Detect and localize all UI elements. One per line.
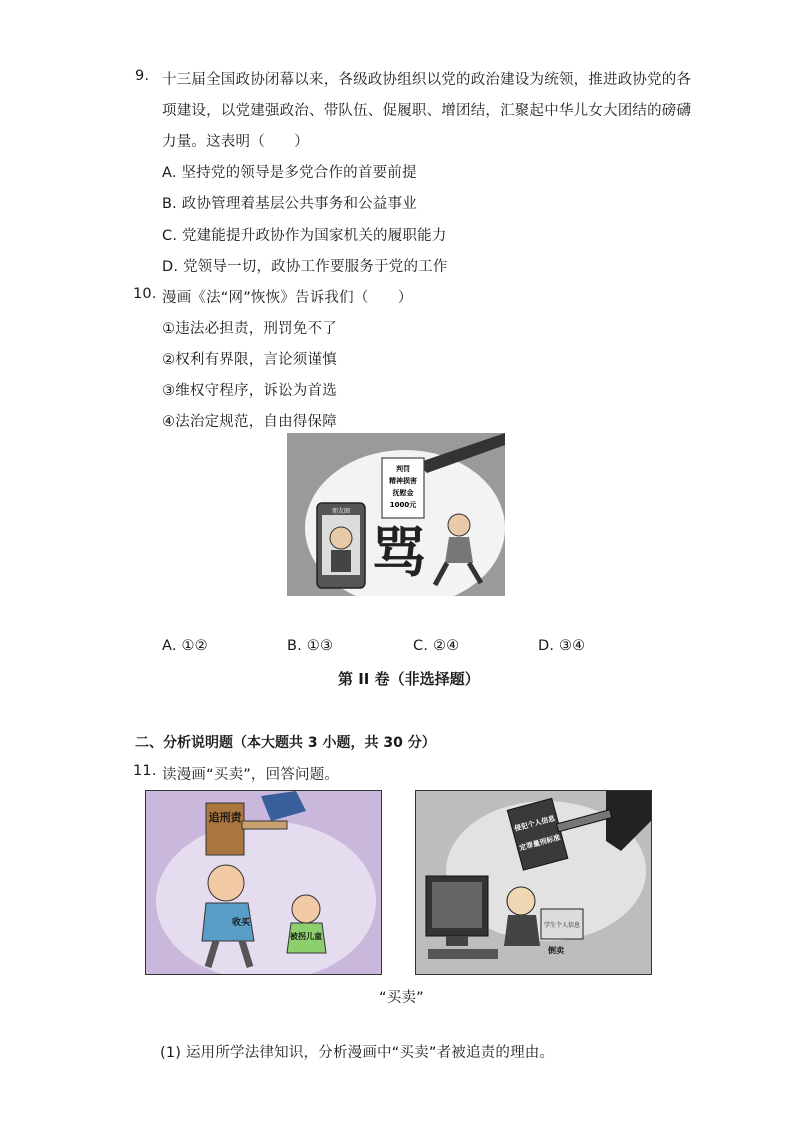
q11-number: 11. — [133, 763, 157, 779]
phone-label: 朋友圈 — [331, 508, 351, 515]
q9-stem-line1: 十三届全国政协闭幕以来，各级政协组织以党的政治建设为统领，推进政协党的各 — [162, 72, 692, 88]
verdict-line-4: 1000元 — [389, 501, 417, 509]
section-title: 第 II 卷（非选择题） — [338, 670, 480, 688]
q10-statement-1: ①违法必担责，刑罚免不了 — [162, 321, 337, 337]
verdict-line-2: 精神损害 — [389, 477, 417, 485]
section2-heading: 二、分析说明题（本大题共 3 小题，共 30 分） — [135, 735, 436, 751]
q9-option-b: B. 政协管理着基层公共事务和公益事业 — [162, 196, 417, 212]
q11-stem: 读漫画“买卖”，回答问题。 — [162, 767, 340, 783]
curse-character: 骂 — [372, 521, 426, 584]
right-hammer-label-1: 侵犯个人信息 — [513, 814, 557, 833]
q11-cartoon-left — [145, 790, 382, 975]
q9-option-d: D. 党领导一切，政协工作要服务于党的工作 — [162, 259, 448, 275]
left-child-label: 被拐儿童 — [290, 932, 322, 941]
q9-stem-line2: 项建设，以党建强政治、带队伍、促履职、增团结，汇聚起中华儿女大团结的磅礴 — [162, 103, 692, 119]
q11-caption: “买卖” — [379, 990, 424, 1006]
q10-choice-a: A. ①② — [162, 638, 208, 654]
right-seller-label: 倒卖 — [548, 946, 564, 955]
left-buyer-label: 收买 — [231, 918, 251, 928]
q10-statement-2: ②权利有界限，言论须谨慎 — [162, 352, 337, 368]
q9-stem-line3: 力量。这表明（ ） — [162, 134, 309, 150]
right-stack-label: 学生个人信息 — [543, 922, 581, 929]
q9-number: 9. — [135, 68, 150, 84]
verdict-line-3: 抚慰金 — [392, 489, 414, 497]
q9-option-a: A. 坚持党的领导是多党合作的首要前提 — [162, 165, 417, 181]
q10-choice-d: D. ③④ — [538, 638, 586, 654]
q10-choice-b: B. ①③ — [287, 638, 334, 654]
q9-option-c: C. 党建能提升政协作为国家机关的履职能力 — [162, 228, 447, 244]
q11-cartoon-right — [415, 790, 652, 975]
q10-statement-4: ④法治定规范，自由得保障 — [162, 414, 337, 430]
q10-choice-c: C. ②④ — [413, 638, 460, 654]
q11-sub1: (1) 运用所学法律知识，分析漫画中“买卖”者被追责的理由。 — [160, 1045, 555, 1061]
right-hammer-label-2: 定罪量刑标准 — [518, 833, 562, 853]
q10-cartoon — [287, 433, 505, 596]
q10-number: 10. — [133, 286, 157, 302]
verdict-line-1: 判罚 — [396, 465, 410, 473]
left-hammer-label: 追刑责 — [208, 811, 242, 824]
q10-stem: 漫画《法“网”恢恢》告诉我们（ ） — [162, 290, 413, 306]
q10-statement-3: ③维权守程序，诉讼为首选 — [162, 383, 337, 399]
